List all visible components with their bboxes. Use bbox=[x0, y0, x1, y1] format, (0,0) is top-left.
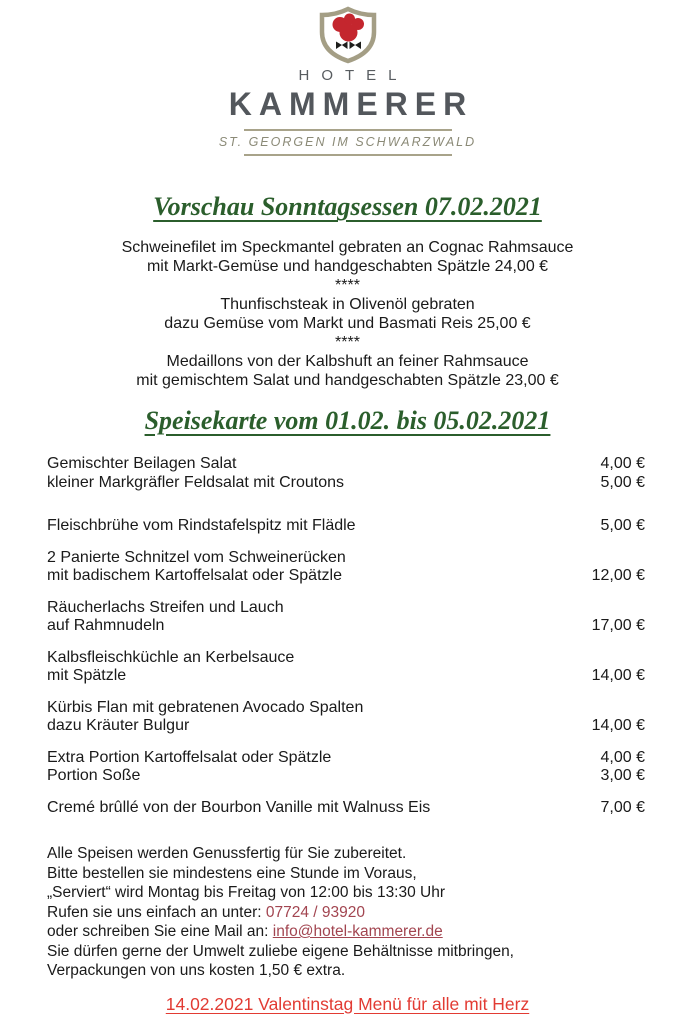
menu-item bbox=[47, 455, 645, 474]
menu-group-extras bbox=[47, 749, 645, 786]
mail-label: oder schreiben Sie eine Mail an: bbox=[47, 923, 273, 940]
menu-group-kuerbis bbox=[47, 699, 645, 736]
dish-name: mit badischem Kartoffelsalat oder Spätzle bbox=[47, 567, 342, 584]
dish-price: 5,00 € bbox=[600, 473, 645, 491]
menu-item bbox=[47, 567, 645, 586]
dish-price: 12,00 € bbox=[591, 567, 645, 584]
menu-item bbox=[47, 599, 645, 618]
menu-list bbox=[0, 455, 695, 817]
menu-item bbox=[47, 799, 645, 818]
hotel-logo bbox=[0, 0, 695, 156]
valentine-announcement bbox=[0, 994, 695, 1015]
info-line: Verpackungen von uns kosten 1,50 € extra. bbox=[47, 962, 346, 979]
menu-group-dessert bbox=[47, 799, 645, 818]
dish-name: Cremé brûllé von der Bourbon Vanille mit Walnuss Eis bbox=[47, 798, 431, 816]
dish-price: 4,00 € bbox=[600, 455, 645, 472]
menu-item bbox=[47, 549, 645, 568]
menu-group-salads bbox=[47, 455, 645, 492]
menu-item bbox=[47, 517, 645, 536]
sunday-preview-list bbox=[0, 238, 695, 390]
sunday-preview-title: Vorschau Sonntagsessen 07.02.2021 bbox=[153, 192, 542, 221]
preview-separator: **** bbox=[335, 277, 360, 294]
preview-line: Medaillons von der Kalbshuft an feiner Rahmsauce bbox=[166, 353, 529, 370]
dish-price: 14,00 € bbox=[591, 717, 645, 734]
info-line-mail bbox=[47, 922, 655, 942]
logo-hotel-word: HOTEL bbox=[298, 67, 409, 84]
dish-name: mit Spätzle bbox=[47, 667, 127, 684]
email-link[interactable]: info@hotel-kammerer.de bbox=[272, 923, 443, 940]
phone-number: 07724 / 93920 bbox=[265, 903, 365, 921]
dish-name: auf Rahmnudeln bbox=[47, 617, 165, 634]
preview-line: dazu Gemüse vom Markt und Basmati Reis 25,00 € bbox=[164, 315, 531, 332]
dish-name: Extra Portion Kartoffelsalat oder Spätzle bbox=[47, 748, 332, 766]
dish-price: 4,00 € bbox=[600, 748, 645, 766]
dish-name: Portion Soße bbox=[47, 767, 141, 784]
weekly-menu-title: Speisekarte vom 01.02. bis 05.02.2021 bbox=[144, 406, 551, 435]
preview-separator: **** bbox=[335, 334, 360, 351]
info-line: Bitte bestellen sie mindestens eine Stunde im Voraus, bbox=[47, 864, 417, 882]
dish-name: Fleischbrühe vom Rindstafelspitz mit Flädle bbox=[47, 517, 356, 534]
info-line: Sie dürfen gerne der Umwelt zuliebe eigene Behältnisse mitbringen, bbox=[47, 942, 514, 960]
dish-name: dazu Kräuter Bulgur bbox=[47, 717, 190, 734]
dish-price: 17,00 € bbox=[591, 617, 645, 634]
menu-group-schnitzel bbox=[47, 549, 645, 586]
dish-name: Kürbis Flan mit gebratenen Avocado Spalten bbox=[47, 698, 364, 716]
dish-price: 3,00 € bbox=[600, 767, 645, 784]
menu-group-kalb bbox=[47, 649, 645, 686]
preview-line: Thunfischsteak in Olivenöl gebraten bbox=[220, 296, 475, 313]
logo-hotel-name: KAMMERER bbox=[228, 86, 474, 122]
menu-item bbox=[47, 699, 645, 718]
info-line: Alle Speisen werden Genussfertig für Sie zubereitet. bbox=[47, 845, 407, 862]
menu-item bbox=[47, 474, 645, 493]
phone-label: Rufen sie uns einfach an unter: bbox=[47, 903, 266, 921]
dish-price: 5,00 € bbox=[600, 517, 645, 534]
preview-line: Schweinefilet im Speckmantel gebraten an Cognac Rahmsauce bbox=[121, 239, 574, 256]
menu-item bbox=[47, 667, 645, 686]
preview-line: mit Markt-Gemüse und handgeschabten Spätzle 24,00 € bbox=[146, 258, 549, 275]
menu-group-soup bbox=[47, 517, 645, 536]
dish-name: Kalbsfleischküchle an Kerbelsauce bbox=[47, 648, 295, 666]
info-line-phone bbox=[47, 903, 655, 923]
bollenhut-shield-icon bbox=[317, 6, 379, 64]
menu-item bbox=[47, 717, 645, 736]
logo-tagline: ST. GEORGEN IM SCHWARZWALD bbox=[218, 135, 477, 149]
dish-name: kleiner Markgräfler Feldsalat mit Croutons bbox=[47, 473, 344, 491]
valentine-menu-link[interactable]: 14.02.2021 Valentinstag Menü für alle mit Herz bbox=[165, 993, 530, 1014]
menu-item bbox=[47, 767, 645, 786]
dish-name: 2 Panierte Schnitzel vom Schweinerücken bbox=[47, 548, 346, 566]
logo-divider-bottom bbox=[244, 154, 452, 156]
order-info bbox=[0, 844, 695, 981]
logo-divider-top bbox=[244, 129, 452, 131]
dish-price: 7,00 € bbox=[600, 798, 645, 816]
dish-name: Räucherlachs Streifen und Lauch bbox=[47, 598, 284, 616]
preview-line: mit gemischtem Salat und handgeschabten Spätzle 23,00 € bbox=[136, 372, 559, 389]
menu-item bbox=[47, 649, 645, 668]
menu-group-lachs bbox=[47, 599, 645, 636]
dish-name: Gemischter Beilagen Salat bbox=[47, 455, 237, 472]
dish-price: 14,00 € bbox=[591, 667, 645, 684]
info-line: „Serviert“ wird Montag bis Freitag von 12:00 bis 13:30 Uhr bbox=[47, 884, 446, 901]
menu-item bbox=[47, 749, 645, 768]
menu-item bbox=[47, 617, 645, 636]
